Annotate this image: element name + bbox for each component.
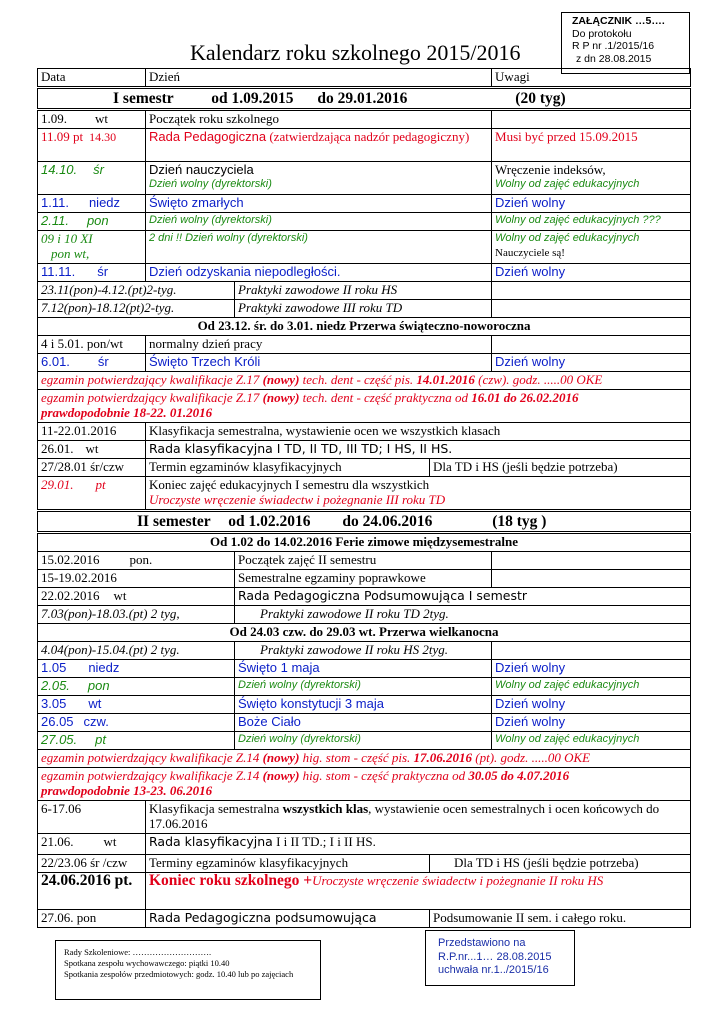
approval-line: Przedstawiono na bbox=[438, 937, 526, 949]
attachment-line: z dn 28.08.2015 bbox=[576, 52, 652, 65]
table-row: 14.10. śr Dzień nauczyciela Dzień wolny (dyrektorski) Wręczenie indeksów, Wolny od zajęć edukacyjnych bbox=[38, 162, 691, 195]
attachment-line: Do protokołu bbox=[572, 27, 632, 40]
attachment-title: ZAŁĄCZNIK …5…. bbox=[572, 15, 665, 27]
table-row: 27.06. pon Rada Pedagogiczna podsumowująca Podsumowanie II sem. i całego roku. bbox=[38, 910, 691, 928]
header-notes: Uwagi bbox=[492, 69, 691, 88]
table-row: 11.11. śr Dzień odzyskania niepodległości. Dzień wolny bbox=[38, 264, 691, 282]
header-day: Dzień bbox=[146, 69, 492, 88]
semester-to: do 24.06.2016 bbox=[342, 513, 433, 530]
table-row: 4 i 5.01. pon/wt normalny dzień pracy bbox=[38, 336, 691, 354]
table-row: 3.05 wt Święto konstytucji 3 maja Dzień wolny bbox=[38, 696, 691, 714]
table-row: 22/23.06 śr /czw Terminy egzaminów klasyfikacyjnych Dla TD i HS (jeśli będzie potrzeba) bbox=[38, 855, 691, 873]
exam-row: egzamin potwierdzający kwalifikacje Z.14 (nowy) hig. stom - część praktyczna od 30.05 do 4.07.2016 prawdopodobnie 13-23. 06.2016 bbox=[38, 768, 691, 801]
break-row: Od 1.02 do 14.02.2016 Ferie zimowe międzysemestralne bbox=[38, 533, 691, 552]
calendar-table bbox=[37, 68, 691, 928]
approval-line: uchwała nr.1../2015/16 bbox=[438, 964, 549, 976]
table-row: 11-22.01.2016 Klasyfikacja semestralna, wystawienie ocen we wszystkich klasach bbox=[38, 423, 691, 441]
table-row: 22.02.2016 wt Rada Pedagogiczna Podsumowująca I semestr bbox=[38, 588, 691, 606]
exam-row: egzamin potwierdzający kwalifikacje Z.14 (nowy) hig. stom - część pis. 17.06.2016 (pt). godz. .....00 OKE bbox=[38, 750, 691, 768]
table-row: 15-19.02.2016 Semestralne egzaminy poprawkowe bbox=[38, 570, 691, 588]
table-row: 21.06. wt Rada klasyfikacyjna I i II TD.; I i II HS. bbox=[38, 834, 691, 855]
exam-row: egzamin potwierdzający kwalifikacje Z.17 (nowy) tech. dent - część praktyczna od 16.01 do 26.02.2016 prawdopodobnie 18-22. 01.2016 bbox=[38, 390, 691, 423]
approval-line: R.P.nr...1… 28.08.2015 bbox=[438, 950, 552, 963]
table-row: 7.12(pon)-18.12(pt)2-tyg. Praktyki zawodowe III roku TD bbox=[38, 300, 691, 318]
table-row: 26.05 czw. Boże Ciało Dzień wolny bbox=[38, 714, 691, 732]
meetings-line: Spotkania zespołów przedmiotowych: godz. 10.40 lub po zajęciach bbox=[64, 969, 294, 979]
table-row: 4.04(pon)-15.04.(pt) 2 tyg. Praktyki zawodowe II roku HS 2tyg. bbox=[38, 642, 691, 660]
semester-weeks: (18 tyg ) bbox=[492, 513, 547, 530]
semester-from: od 1.09.2015 bbox=[211, 90, 294, 107]
table-row: 1.05 niedz Święto 1 maja Dzień wolny bbox=[38, 660, 691, 678]
table-header bbox=[38, 69, 691, 88]
table-row: 11.09 pt 14.30 Rada Pedagogiczna (zatwierdzająca nadzór pedagogiczny) Musi być przed 15.09.2015 bbox=[38, 129, 691, 162]
table-row: 2.05. pon Dzień wolny (dyrektorski) Wolny od zajęć edukacyjnych bbox=[38, 678, 691, 696]
table-row: 23.11(pon)-4.12.(pt)2-tyg. Praktyki zawodowe II roku HS bbox=[38, 282, 691, 300]
semester-to: do 29.01.2016 bbox=[317, 90, 408, 107]
table-row: 1.09. wt Początek roku szkolnego bbox=[38, 110, 691, 129]
table-row: 6-17.06 Klasyfikacja semestralna wszystkich klas, wystawienie ocen semestralnych i ocen końcowych do 17.06.2016 bbox=[38, 801, 691, 834]
page-title: Kalendarz roku szkolnego 2015/2016 bbox=[190, 40, 521, 65]
meetings-line: Rady Szkoleniowe: ………………………. bbox=[64, 947, 212, 957]
break-row: Od 23.12. śr. do 3.01. niedz Przerwa świąteczno-noworoczna bbox=[38, 318, 691, 336]
table-row: 1.11. niedz Święto zmarłych Dzień wolny bbox=[38, 195, 691, 213]
semester-weeks: (20 tyg) bbox=[515, 90, 566, 107]
header-date: Data bbox=[38, 69, 146, 88]
attachment-box bbox=[561, 12, 690, 74]
table-row: 29.01. pt Koniec zajęć edukacyjnych I semestru dla wszystkich Uroczyste wręczenie świadectw i pożegnanie III roku TD bbox=[38, 477, 691, 511]
table-row: 15.02.2016 pon. Początek zajęć II semestru bbox=[38, 552, 691, 570]
table-row: 2.11. pon Dzień wolny (dyrektorski) Wolny od zajęć edukacyjnych ??? bbox=[38, 213, 691, 231]
exam-row: egzamin potwierdzający kwalifikacje Z.17 (nowy) tech. dent - część pis. 14.01.2016 (czw). godz. .....00 OKE bbox=[38, 372, 691, 390]
break-row: Od 24.03 czw. do 29.03 wt. Przerwa wielkanocna bbox=[38, 624, 691, 642]
attachment-line: R P nr .1/2015/16 bbox=[572, 40, 655, 52]
table-row: 6.01. śr Święto Trzech Króli Dzień wolny bbox=[38, 354, 691, 372]
table-row: 24.06.2016 pt. Koniec roku szkolnego +Uroczyste wręczenie świadectw i pożegnanie II roku HS bbox=[38, 873, 691, 910]
semester-label: I semestr bbox=[113, 90, 174, 107]
table-row: 26.01. wt Rada klasyfikacyjna I TD, II TD, III TD; I HS, II HS. bbox=[38, 441, 691, 459]
meetings-line: Spotkana zespołu wychowawczego: piątki 10.40 bbox=[64, 958, 230, 968]
table-row: 27.05. pt Dzień wolny (dyrektorski) Wolny od zajęć edukacyjnych bbox=[38, 732, 691, 750]
semester1-header bbox=[38, 88, 691, 110]
table-row: 09 i 10 XI pon wt, 2 dni !! Dzień wolny (dyrektorski) Wolny od zajęć edukacyjnych Nauczyciele są! bbox=[38, 231, 691, 264]
table-row: 27/28.01 śr/czw Termin egzaminów klasyfikacyjnych Dla TD i HS (jeśli będzie potrzeba) bbox=[38, 459, 691, 477]
table-row: 7.03(pon)-18.03.(pt) 2 tyg, Praktyki zawodowe II roku TD 2tyg. bbox=[38, 606, 691, 624]
semester-from: od 1.02.2016 bbox=[228, 513, 311, 530]
meetings-info-box bbox=[55, 940, 321, 1000]
approval-box bbox=[425, 930, 575, 986]
semester-label: II semester bbox=[137, 513, 211, 530]
semester2-header bbox=[38, 511, 691, 533]
